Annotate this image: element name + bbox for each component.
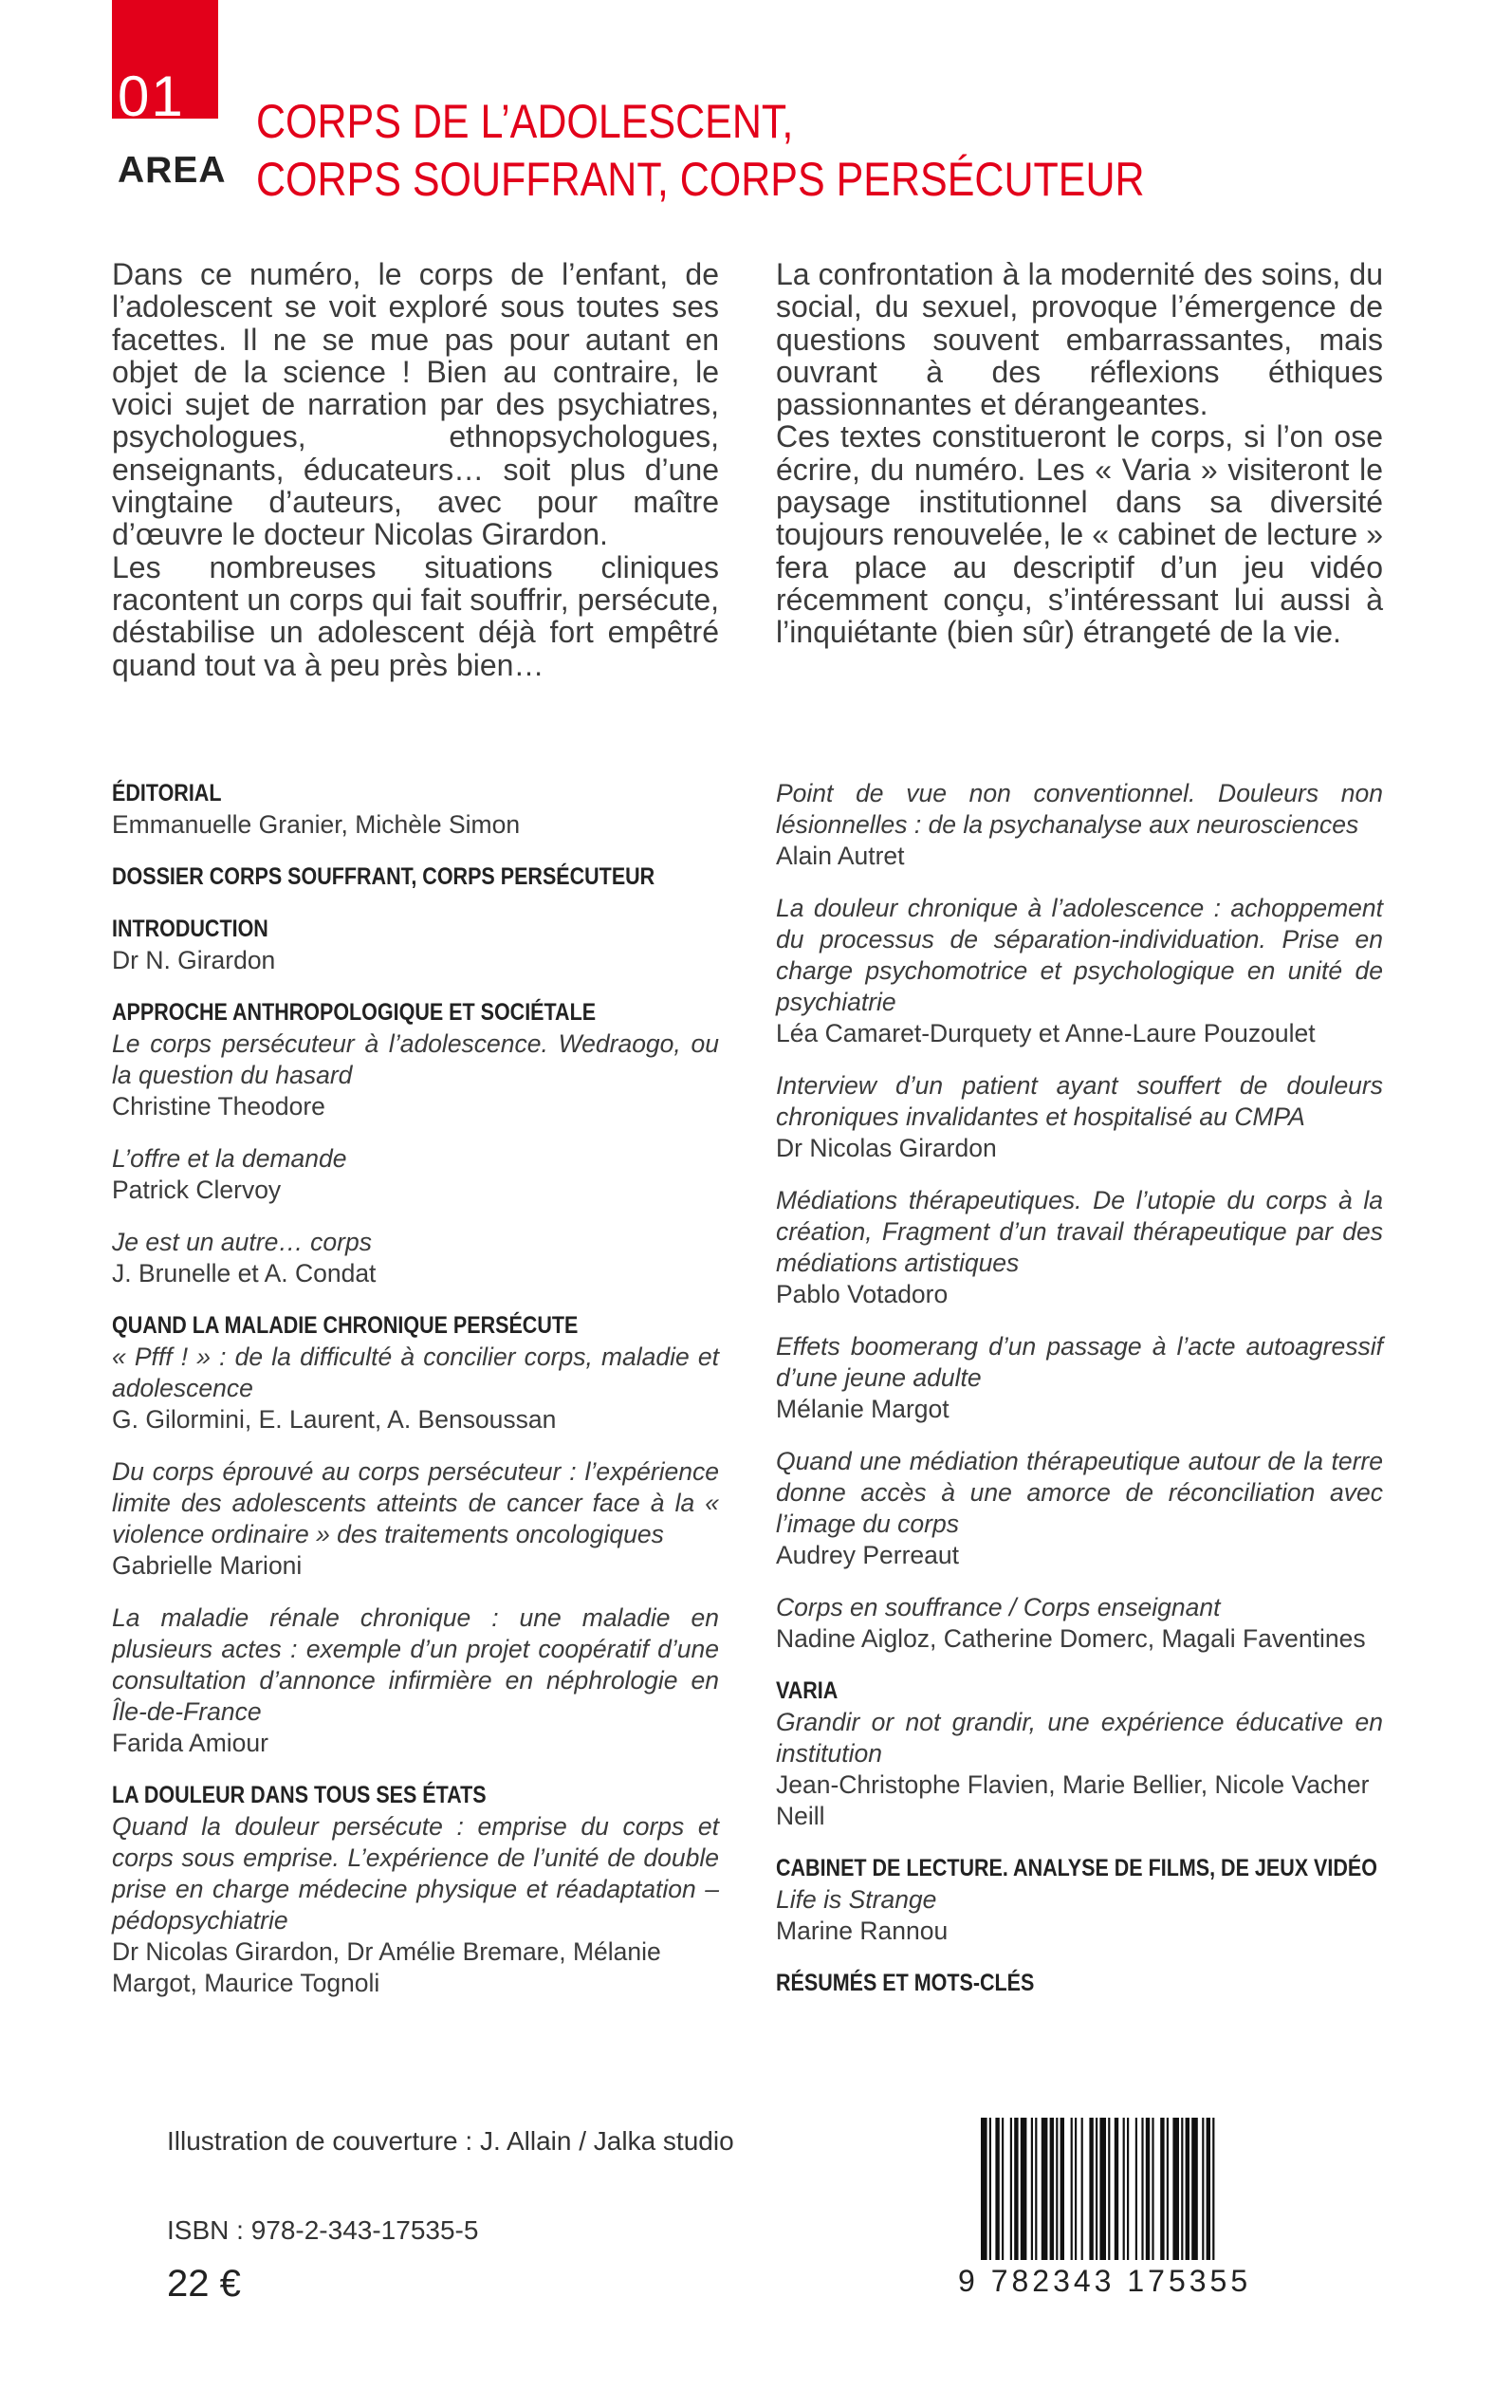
toc-article-title: La maladie rénale chronique : une maladie en plusieurs actes : exemple d’un projet coopératif d’une consultation d’annonce infirmière en néphrologie en Île-de-France	[112, 1603, 719, 1726]
title-line-1: CORPS DE L’ADOLESCENT,	[256, 95, 794, 148]
barcode-bar	[981, 2118, 987, 2260]
issue-number: 01	[118, 65, 185, 128]
toc-section-heading: INTRODUCTION	[112, 916, 268, 942]
toc-article-authors: Christine Theodore	[112, 1092, 325, 1121]
barcode-bar	[1115, 2118, 1118, 2260]
toc-section-heading: CABINET DE LECTURE. ANALYSE DE FILMS, DE JEUX VIDÉO	[776, 1855, 1377, 1881]
toc-article	[112, 1143, 719, 1206]
barcode-bar	[1056, 2118, 1058, 2260]
toc-article-authors: Dr Nicolas Girardon	[776, 1134, 997, 1162]
barcode-bar	[1014, 2118, 1018, 2260]
toc-section-heading: VARIA	[776, 1677, 839, 1704]
barcode-bar	[1010, 2118, 1012, 2260]
intro-paragraph: La confrontation à la modernité des soins, du social, du sexuel, provoque l’émergence de questions souvent embarrassantes, mais ouvrant à des réflexions éthiques passionnantes et dérangeantes.	[776, 257, 1383, 422]
toc-section-heading: DOSSIER CORPS SOUFFRANT, CORPS PERSÉCUTEUR	[112, 863, 655, 890]
barcode-bars	[973, 2118, 1296, 2260]
barcode-bar	[1141, 2118, 1143, 2260]
toc-section-heading: APPROCHE ANTHROPOLOGIQUE ET SOCIÉTALE	[112, 999, 597, 1026]
barcode-bar	[1060, 2118, 1064, 2260]
barcode-bar	[1146, 2118, 1150, 2260]
barcode-bar	[1096, 2118, 1097, 2260]
toc-article	[112, 1602, 719, 1759]
barcode-bar	[1123, 2118, 1125, 2260]
toc-article	[776, 1592, 1383, 1655]
intro-right-column	[776, 258, 1383, 649]
toc-article-title: Effets boomerang d’un passage à l’acte autoagressif d’une jeune adulte	[776, 1332, 1383, 1392]
barcode-bar	[1075, 2118, 1077, 2260]
toc-article	[112, 1342, 719, 1436]
toc-article	[776, 1331, 1383, 1425]
toc-article-title: Corps en souffrance / Corps enseignant	[776, 1593, 1221, 1621]
toc-article-authors: Léa Camaret-Durquety et Anne-Laure Pouzoulet	[776, 1019, 1316, 1047]
toc-article-authors: Dr Nicolas Girardon, Dr Amélie Bremare, Mélanie Margot, Maurice Tognoli	[112, 1937, 661, 1997]
page-title	[256, 93, 1235, 209]
toc-article-authors: Mélanie Margot	[776, 1395, 950, 1423]
toc-section-heading: RÉSUMÉS ET MOTS-CLÉS	[776, 1970, 1035, 1996]
barcode-bar	[1099, 2118, 1106, 2260]
toc-article-authors: Gabrielle Marioni	[112, 1551, 303, 1580]
area-label: AREA	[118, 150, 227, 191]
barcode-bar	[1212, 2118, 1214, 2260]
barcode-bar	[1071, 2118, 1073, 2260]
toc-article-authors: G. Gilormini, E. Laurent, A. Bensoussan	[112, 1405, 557, 1434]
toc-article	[112, 809, 719, 841]
toc-article-authors: Farida Amiour	[112, 1729, 268, 1757]
toc-article-authors: Nadine Aigloz, Catherine Domerc, Magali Faventines	[776, 1624, 1366, 1653]
barcode-bar	[1021, 2118, 1027, 2260]
intro-paragraph: Ces textes constitueront le corps, si l’on ose écrire, du numéro. Les « Varia » visiteront le paysage institutionnel dans sa diversité toujours renouvelée, le « cabinet de lecture » fera place au descriptif d’un jeu vidéo récemment conçu, s’intéressant lui aussi à l’inquiétante (bien sûr) étrangeté de la vie.	[776, 419, 1383, 650]
toc-article	[112, 1811, 719, 1999]
toc-article-authors: Patrick Clervoy	[112, 1176, 282, 1204]
toc-article-title: Life is Strange	[776, 1885, 937, 1914]
toc-article-title: L’offre et la demande	[112, 1144, 347, 1173]
barcode-bar	[1035, 2118, 1037, 2260]
toc-article-authors: Jean-Christophe Flavien, Marie Bellier, Nicole Vacher Neill	[776, 1770, 1370, 1830]
title-line-2: CORPS SOUFFRANT, CORPS PERSÉCUTEUR	[256, 153, 1145, 206]
toc-article	[112, 945, 719, 976]
barcode-bar	[1108, 2118, 1110, 2260]
toc-article	[776, 1185, 1383, 1310]
barcode-bar	[1042, 2118, 1048, 2260]
barcode-bar	[1135, 2118, 1137, 2260]
toc-article-title: Je est un autre… corps	[112, 1228, 372, 1256]
barcode-bar	[1191, 2118, 1198, 2260]
toc-article	[776, 778, 1383, 872]
toc-article-authors: Pablo Votadoro	[776, 1280, 949, 1308]
toc-article-title: Grandir or not grandir, une expérience éducative en institution	[776, 1708, 1383, 1768]
toc-article	[776, 893, 1383, 1049]
toc-article-title: Du corps éprouvé au corps persécuteur : l’expérience limite des adolescents atteints de cancer face à la « violence ordinaire » des traitements oncologiques	[112, 1457, 719, 1548]
toc-section-heading: QUAND LA MALADIE CHRONIQUE PERSÉCUTE	[112, 1312, 579, 1339]
toc-article-authors: J. Brunelle et A. Condat	[112, 1259, 377, 1287]
toc-article-title: La douleur chronique à l’adolescence : achoppement du processus de séparation-individuation. Prise en charge psychomotrice et psychologique en unité de psychiatrie	[776, 894, 1383, 1016]
intro-paragraph: Les nombreuses situations cliniques racontent un corps qui fait souffrir, persécute, déstabilise un adolescent déjà fort empêtré quand tout va à peu près bien…	[112, 549, 719, 682]
isbn: ISBN : 978-2-343-17535-5	[167, 2215, 479, 2245]
barcode-bar	[1152, 2118, 1153, 2260]
toc-article-authors: Emmanuelle Granier, Michèle Simon	[112, 810, 521, 839]
toc-article	[776, 1070, 1383, 1164]
barcode-bar	[1002, 2118, 1004, 2260]
toc-section-heading: LA DOULEUR DANS TOUS SES ÉTATS	[112, 1782, 487, 1808]
toc-article	[776, 1446, 1383, 1571]
price: 22 €	[167, 2263, 241, 2305]
toc-article-title: Médiations thérapeutiques. De l’utopie du corps à la création, Fragment d’un travail thérapeutique par des médiations artistiques	[776, 1186, 1383, 1277]
barcode-bar	[1207, 2118, 1210, 2260]
toc-article-title: Quand la douleur persécute : emprise du corps et corps sous emprise. L’expérience de l’unité de double prise en charge médecine physique et réadaptation – pédopsychiatrie	[112, 1812, 719, 1935]
intro-left-column	[112, 258, 719, 681]
toc-article-authors: Dr N. Girardon	[112, 946, 276, 974]
barcode-bar	[1186, 2118, 1189, 2260]
barcode-bar	[1167, 2118, 1169, 2260]
barcode-bar	[1160, 2118, 1164, 2260]
toc-article-title: Point de vue non conventionnel. Douleurs non lésionnelles : de la psychanalyse aux neurosciences	[776, 779, 1383, 839]
barcode-digits: 9 782343 175355	[958, 2264, 1252, 2298]
toc-article	[776, 1884, 1383, 1947]
barcode-bar	[989, 2118, 991, 2260]
toc-article-title: « Pfff ! » : de la difficulté à concilier corps, maladie et adolescence	[112, 1343, 719, 1402]
toc-article-authors: Marine Rannou	[776, 1917, 949, 1945]
toc-left-column	[112, 778, 719, 1999]
intro-paragraph: Dans ce numéro, le corps de l’enfant, de l’adolescent se voit exploré sous toutes ses facettes. Il ne se mue pas pour autant en objet de la science ! Bien au contraire, le voici sujet de narration par des psychiatres, psychologues, ethnopsychologues, enseignants, éducateurs… soit plus d’une vingtaine d’auteurs, avec pour maître d’œuvre le docteur Nicolas Girardon.	[112, 257, 719, 552]
toc-section-heading: ÉDITORIAL	[112, 780, 222, 806]
barcode-bar	[1031, 2118, 1033, 2260]
toc-article-title: Quand une médiation thérapeutique autour de la terre donne accès à une amorce de réconciliation avec l’image du corps	[776, 1447, 1383, 1538]
barcode-bar	[1050, 2118, 1054, 2260]
toc-article	[112, 1227, 719, 1289]
toc-article-authors: Audrey Perreaut	[776, 1541, 959, 1569]
barcode-bar	[995, 2118, 999, 2260]
barcode-bar	[1181, 2118, 1183, 2260]
toc-article	[112, 1456, 719, 1582]
barcode-bar	[1127, 2118, 1129, 2260]
barcode-bar	[1172, 2118, 1179, 2260]
barcode-bar	[1089, 2118, 1093, 2260]
toc-article	[776, 1707, 1383, 1832]
toc-article-title: Le corps persécuteur à l’adolescence. Wedraogo, ou la question du hasard	[112, 1029, 719, 1089]
toc-article-authors: Alain Autret	[776, 842, 905, 870]
toc-article-title: Interview d’un patient ayant souffert de douleurs chroniques invalidantes et hospitalisé au CMPA	[776, 1071, 1383, 1131]
cover-illustration-credit: Illustration de couverture : J. Allain / Jalka studio	[167, 2126, 734, 2156]
toc-article	[112, 1028, 719, 1122]
toc-right-column	[776, 778, 1383, 1999]
barcode-bar	[1081, 2118, 1083, 2260]
barcode-bar	[1202, 2118, 1204, 2260]
